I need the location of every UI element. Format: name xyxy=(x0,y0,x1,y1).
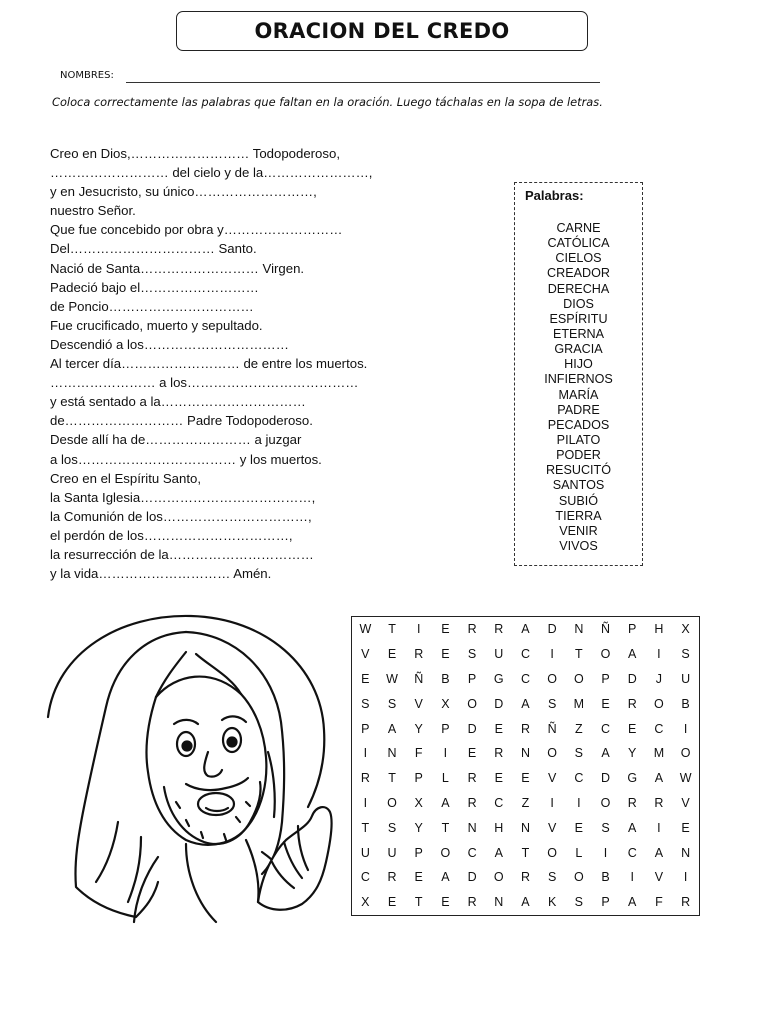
grid-letter[interactable]: C xyxy=(467,845,477,860)
grid-letter[interactable]: O xyxy=(493,870,504,885)
grid-letter[interactable]: V xyxy=(654,870,664,885)
grid-letter[interactable]: E xyxy=(628,721,637,736)
word-item: MARÍA xyxy=(558,387,599,402)
grid-letter[interactable]: E xyxy=(467,746,477,761)
word-item: SUBIÓ xyxy=(558,493,599,508)
grid-letter[interactable]: R xyxy=(414,647,424,662)
grid-letter[interactable]: C xyxy=(520,671,530,686)
grid-letter[interactable]: R xyxy=(467,771,477,786)
grid-letter[interactable]: E xyxy=(521,771,530,786)
grid-letter[interactable]: P xyxy=(441,721,450,736)
grid-letter[interactable]: V xyxy=(414,696,423,711)
grid-row xyxy=(352,815,700,840)
grid-letter[interactable]: N xyxy=(387,746,397,761)
prayer-line: ……………………… del cielo y de la……………………, xyxy=(50,165,373,181)
grid-letter[interactable]: T xyxy=(575,647,583,662)
grid-letter[interactable]: G xyxy=(493,671,504,686)
grid-letter[interactable]: A xyxy=(521,696,530,711)
grid-letter[interactable]: N xyxy=(520,746,530,761)
grid-row xyxy=(352,865,700,890)
grid-letter[interactable]: S xyxy=(574,746,584,761)
grid-letter[interactable]: A xyxy=(521,895,530,910)
grid-letter[interactable]: E xyxy=(441,647,450,662)
grid-letter[interactable]: N xyxy=(520,820,530,835)
prayer-line: nuestro Señor. xyxy=(50,203,136,219)
grid-letter[interactable]: B xyxy=(681,696,690,711)
grid-letter[interactable]: K xyxy=(547,895,557,910)
prayer-line: Fue crucificado, muerto y sepultado. xyxy=(50,317,263,333)
grid-row xyxy=(352,840,700,865)
grid-letter[interactable]: J xyxy=(655,671,663,686)
grid-letter[interactable]: W xyxy=(386,671,398,686)
grid-letter[interactable]: Ñ xyxy=(601,622,611,637)
grid-letter[interactable]: I xyxy=(550,647,554,662)
grid-letter[interactable]: E xyxy=(387,895,397,910)
grid-letter[interactable]: P xyxy=(414,845,423,860)
grid-letter[interactable]: Z xyxy=(521,795,530,810)
word-item: DERECHA xyxy=(547,281,610,296)
grid-letter[interactable]: O xyxy=(440,845,451,860)
nombres-label: NOMBRES: xyxy=(60,70,114,81)
grid-letter[interactable]: R xyxy=(467,895,477,910)
grid-letter[interactable]: A xyxy=(521,622,530,637)
word-item: VIVOS xyxy=(559,538,598,553)
word-item: INFIERNOS xyxy=(544,372,613,387)
grid-letter[interactable]: B xyxy=(441,671,450,686)
grid-letter[interactable]: E xyxy=(494,771,503,786)
prayer-line: la Comunión de los……………………………, xyxy=(50,508,312,524)
grid-letter[interactable]: I xyxy=(603,845,608,860)
grid-letter[interactable]: S xyxy=(601,820,610,835)
grid-letter[interactable]: Y xyxy=(414,820,423,835)
grid-letter[interactable]: R xyxy=(627,795,637,810)
words-box xyxy=(514,182,643,566)
grid-letter[interactable]: B xyxy=(601,870,610,885)
grid-row xyxy=(352,766,700,791)
grid-letter[interactable]: V xyxy=(681,795,690,810)
grid-letter[interactable]: N xyxy=(574,622,584,637)
grid-letter[interactable]: Ñ xyxy=(414,671,424,686)
grid-letter[interactable]: X xyxy=(681,622,690,637)
grid-letter[interactable]: O xyxy=(654,696,664,711)
grid-letter[interactable]: L xyxy=(441,771,449,786)
word-item: GRACIA xyxy=(554,342,603,357)
grid-letter[interactable]: U xyxy=(360,845,370,860)
grid-letter[interactable]: Ñ xyxy=(547,721,557,736)
grid-letter[interactable]: L xyxy=(575,845,583,860)
prayer-line: de Poncio…………………………… xyxy=(50,298,254,314)
grid-letter[interactable]: S xyxy=(547,870,557,885)
word-item: CARNE xyxy=(556,221,601,235)
grid-row xyxy=(352,691,700,716)
grid-letter[interactable]: R xyxy=(654,795,664,810)
grid-letter[interactable]: Z xyxy=(575,721,583,736)
grid-letter[interactable]: R xyxy=(467,795,477,810)
grid-letter[interactable]: O xyxy=(573,671,584,686)
prayer-line: la resurrección de la…………………………… xyxy=(50,546,314,562)
grid-letter[interactable]: U xyxy=(681,671,691,686)
grid-letter[interactable]: O xyxy=(387,795,397,810)
grid-letter[interactable]: E xyxy=(601,696,610,711)
grid-letter[interactable]: A xyxy=(654,845,664,860)
prayer-line: Nació de Santa……………………… Virgen. xyxy=(50,260,305,276)
prayer-line: y la vida………………………… Amén. xyxy=(50,566,272,582)
word-item: PODER xyxy=(556,448,601,463)
grid-letter[interactable]: E xyxy=(387,647,397,662)
grid-letter[interactable]: D xyxy=(467,870,477,885)
grid-letter[interactable]: E xyxy=(441,622,450,637)
prayer-text xyxy=(50,144,372,583)
grid-letter[interactable]: A xyxy=(441,870,450,885)
grid-letter[interactable]: O xyxy=(680,746,691,761)
grid-letter[interactable]: X xyxy=(414,795,423,810)
grid-letter[interactable]: I xyxy=(550,795,554,810)
prayer-line: y está sentado a la…………………………… xyxy=(50,394,306,410)
words-title: Palabras: xyxy=(525,188,584,203)
grid-letter[interactable]: D xyxy=(627,671,637,686)
title-box xyxy=(176,11,588,51)
grid-letter[interactable]: I xyxy=(577,795,581,810)
grid-letter[interactable]: H xyxy=(654,622,664,637)
word-item: HIJO xyxy=(564,357,593,372)
word-item: PADRE xyxy=(557,402,600,417)
grid-row xyxy=(352,642,700,667)
grid-letter[interactable]: T xyxy=(388,771,396,786)
grid-letter[interactable]: O xyxy=(547,845,558,860)
grid-letter[interactable]: O xyxy=(547,671,558,686)
grid-letter[interactable]: E xyxy=(494,721,503,736)
prayer-line: Descendió a los…………………………… xyxy=(50,336,289,352)
page-title: ORACION DEL CREDO xyxy=(254,19,510,43)
word-item: CATÓLICA xyxy=(547,236,610,251)
grid-letter[interactable]: S xyxy=(387,820,397,835)
prayer-line: a los……………………………… y los muertos. xyxy=(50,451,322,467)
grid-row xyxy=(352,716,700,741)
grid-letter[interactable]: P xyxy=(361,721,370,736)
grid-row xyxy=(352,890,700,915)
grid-letter[interactable]: A xyxy=(628,895,637,910)
grid-letter[interactable]: D xyxy=(601,771,611,786)
grid-letter[interactable]: V xyxy=(361,647,370,662)
grid-letter[interactable]: R xyxy=(520,721,530,736)
grid-letter[interactable]: I xyxy=(630,870,634,885)
prayer-line: la Santa Iglesia…………………………………, xyxy=(50,489,316,505)
word-item: RESUCITÓ xyxy=(545,463,612,478)
grid-letter[interactable]: P xyxy=(601,671,610,686)
grid-letter[interactable]: R xyxy=(360,771,370,786)
word-item: ETERNA xyxy=(552,326,605,341)
grid-letter[interactable]: D xyxy=(467,721,477,736)
grid-letter[interactable]: T xyxy=(388,622,396,637)
grid-letter[interactable]: C xyxy=(601,721,611,736)
grid-letter[interactable]: T xyxy=(361,820,370,835)
grid-letter[interactable]: D xyxy=(547,622,557,637)
grid-letter[interactable]: I xyxy=(657,647,661,662)
grid-letter[interactable]: S xyxy=(387,696,397,711)
grid-letter[interactable]: S xyxy=(574,895,584,910)
grid-letter[interactable]: A xyxy=(441,795,450,810)
grid-letter[interactable]: E xyxy=(574,820,584,835)
prayer-line: Que fue concebido por obra y……………………… xyxy=(50,222,343,238)
word-item: VENIR xyxy=(559,523,598,538)
grid-letter[interactable]: R xyxy=(681,895,691,910)
grid-letter[interactable]: P xyxy=(467,671,477,686)
grid-letter[interactable]: R xyxy=(627,696,637,711)
grid-letter[interactable]: R xyxy=(520,870,530,885)
grid-letter[interactable]: A xyxy=(387,721,397,736)
grid-letter[interactable]: A xyxy=(494,845,503,860)
grid-letter[interactable]: U xyxy=(494,647,504,662)
grid-letter[interactable]: S xyxy=(361,696,370,711)
grid-letter[interactable]: P xyxy=(414,771,423,786)
grid-letter[interactable]: A xyxy=(654,771,664,786)
grid-letter[interactable]: I xyxy=(363,746,368,761)
prayer-line: Padeció bajo el……………………… xyxy=(50,279,259,295)
grid-letter[interactable]: N xyxy=(494,895,504,910)
grid-letter[interactable]: W xyxy=(679,771,692,786)
grid-row xyxy=(352,667,700,692)
grid-letter[interactable]: E xyxy=(414,870,423,885)
instructions: Coloca correctamente las palabras que faltan en la oración. Luego táchalas en la sopa de letras. xyxy=(52,95,603,109)
grid-letter[interactable]: T xyxy=(521,845,530,860)
grid-letter[interactable]: X xyxy=(441,696,450,711)
grid-letter[interactable]: R xyxy=(387,870,397,885)
words-list xyxy=(515,221,642,554)
jesus-illustration xyxy=(36,612,336,932)
grid-letter[interactable]: G xyxy=(627,771,638,786)
word-item: SANTOS xyxy=(552,478,605,493)
grid-letter[interactable]: P xyxy=(628,622,637,637)
grid-letter[interactable]: R xyxy=(494,746,504,761)
grid-letter[interactable]: C xyxy=(360,870,370,885)
grid-letter[interactable]: S xyxy=(681,647,690,662)
grid-letter[interactable]: S xyxy=(467,647,477,662)
prayer-line: y en Jesucristo, su único………………………, xyxy=(50,184,317,200)
grid-letter[interactable]: F xyxy=(414,746,423,761)
grid-letter[interactable]: A xyxy=(628,820,637,835)
grid-letter[interactable]: M xyxy=(653,746,665,761)
grid-letter[interactable]: I xyxy=(683,870,688,885)
grid-letter[interactable]: T xyxy=(441,820,450,835)
grid-letter[interactable]: H xyxy=(494,820,504,835)
grid-letter[interactable]: I xyxy=(416,622,421,637)
grid-letter[interactable]: Y xyxy=(628,746,637,761)
grid-letter[interactable]: A xyxy=(628,647,637,662)
prayer-line: Al tercer día……………………… de entre los muertos. xyxy=(50,356,368,372)
prayer-line: …………………… a los………………………………… xyxy=(50,375,359,391)
grid-letter[interactable]: T xyxy=(414,895,423,910)
grid-letter[interactable]: E xyxy=(361,671,370,686)
prayer-line: Desde allí ha de…………………… a juzgar xyxy=(50,432,302,448)
grid-letter[interactable]: C xyxy=(520,647,530,662)
grid-letter[interactable]: I xyxy=(657,820,661,835)
word-item: ESPÍRITU xyxy=(549,311,608,326)
word-item: PILATO xyxy=(556,432,601,447)
word-item: DIOS xyxy=(563,296,594,311)
grid-letter[interactable]: E xyxy=(681,820,690,835)
grid-letter[interactable]: A xyxy=(601,746,610,761)
grid-letter[interactable]: X xyxy=(361,895,370,910)
grid-letter[interactable]: I xyxy=(363,795,368,810)
grid-letter[interactable]: M xyxy=(573,696,585,711)
grid-letter[interactable]: U xyxy=(387,845,397,860)
grid-letter[interactable]: R xyxy=(494,622,504,637)
word-item: CREADOR xyxy=(547,266,610,281)
grid-letter[interactable]: C xyxy=(574,771,584,786)
prayer-line: de……………………… Padre Todopoderoso. xyxy=(50,413,313,429)
grid-letter[interactable]: P xyxy=(601,895,610,910)
word-search-grid xyxy=(351,616,700,916)
grid-letter[interactable]: V xyxy=(547,820,557,835)
word-item: TIERRA xyxy=(555,508,602,523)
grid-row xyxy=(352,741,700,766)
grid-row xyxy=(352,617,700,642)
grid-letter[interactable]: R xyxy=(467,622,477,637)
grid-letter[interactable]: Y xyxy=(414,721,423,736)
word-item: CIELOS xyxy=(555,251,602,266)
grid-letter[interactable]: W xyxy=(359,622,372,637)
prayer-line: Creo en el Espíritu Santo, xyxy=(50,470,202,486)
grid-letter[interactable]: N xyxy=(681,845,691,860)
grid-letter[interactable]: O xyxy=(600,647,611,662)
grid-letter[interactable]: I xyxy=(443,746,448,761)
grid-letter[interactable]: V xyxy=(547,771,557,786)
grid-letter[interactable]: D xyxy=(494,696,504,711)
grid-letter[interactable]: N xyxy=(467,820,477,835)
grid-letter[interactable]: O xyxy=(467,696,477,711)
grid-letter[interactable]: O xyxy=(573,870,584,885)
grid-letter[interactable]: F xyxy=(655,895,663,910)
grid-letter[interactable]: I xyxy=(683,721,688,736)
grid-letter[interactable]: O xyxy=(547,746,558,761)
grid-letter[interactable]: C xyxy=(494,795,504,810)
grid-letter[interactable]: C xyxy=(654,721,664,736)
prayer-line: el perdón de los……………………………, xyxy=(50,527,293,543)
word-item: PECADOS xyxy=(547,417,610,432)
grid-letter[interactable]: C xyxy=(627,845,637,860)
grid-letter[interactable]: S xyxy=(547,696,557,711)
nombres-line[interactable] xyxy=(126,82,600,83)
grid-letter[interactable]: O xyxy=(600,795,611,810)
prayer-line: Creo en Dios,……………………… Todopoderoso, xyxy=(50,146,340,161)
prayer-line: Del…………………………… Santo. xyxy=(50,241,257,257)
grid-letter[interactable]: E xyxy=(441,895,450,910)
grid-row xyxy=(352,791,700,816)
